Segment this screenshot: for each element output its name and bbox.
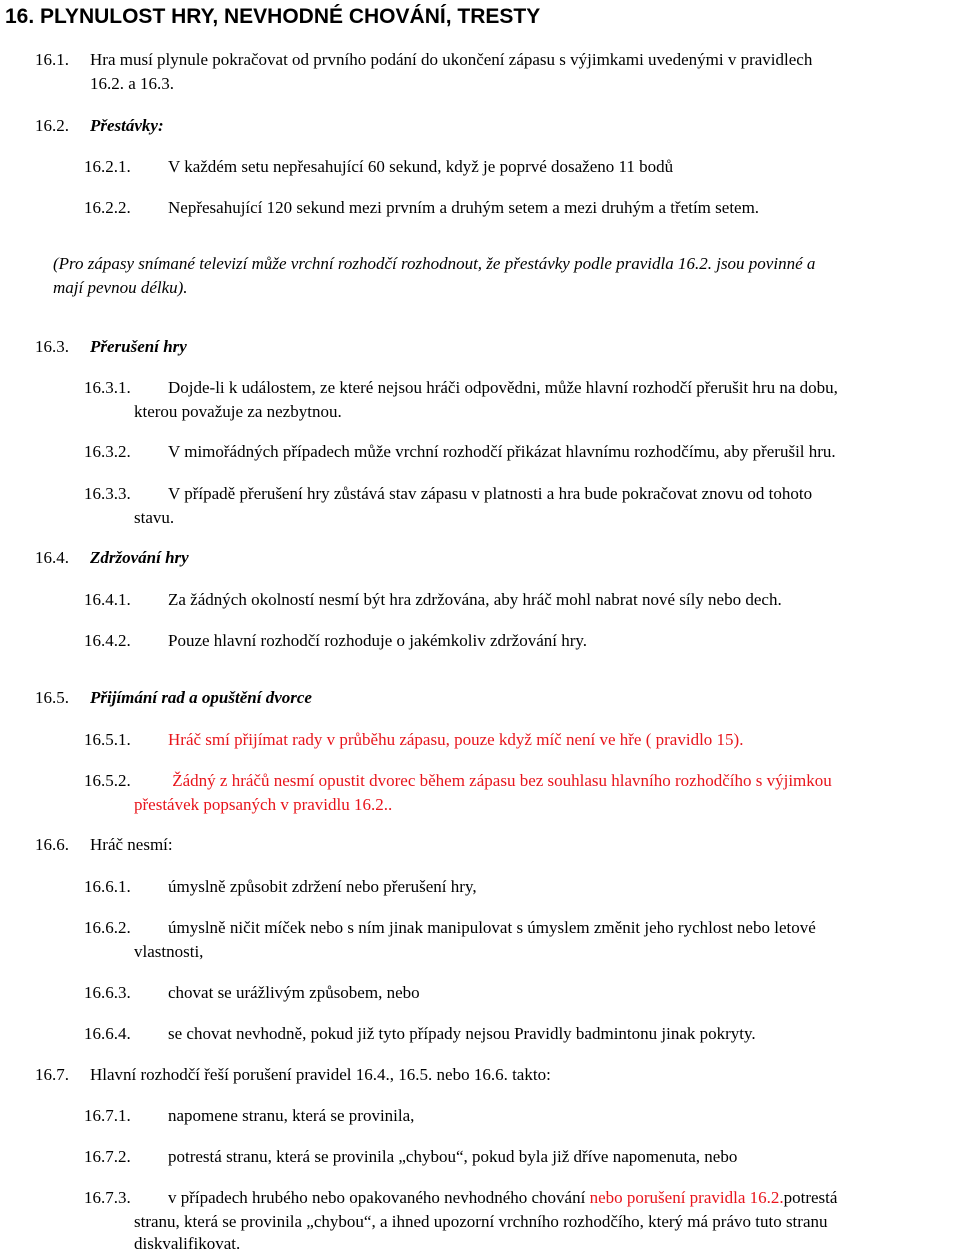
section-16-1-number: 16.1. xyxy=(35,50,69,69)
item-16-3-2-text: V mimořádných případech může vrchní rozhodčí přikázat hlavnímu rozhodčímu, aby přerušil hru. xyxy=(168,442,836,461)
section-16-6-number: 16.6. xyxy=(35,835,69,854)
item-16-7-3-text-a: v případech hrubého nebo opakovaného nevhodného chování xyxy=(168,1188,590,1207)
item-16-2-2-text: Nepřesahující 120 sekund mezi prvním a druhým setem a mezi druhým a třetím setem. xyxy=(168,198,760,217)
item-16-4-2-number: 16.4.2. xyxy=(84,631,131,650)
section-16-5-number: 16.5. xyxy=(35,688,69,707)
item-16-3-3-text-cont: stavu. xyxy=(134,508,175,527)
section-16-7-title: Hlavní rozhodčí řeší porušení pravidel 16.4., 16.5. nebo 16.6. takto: xyxy=(90,1065,551,1084)
item-16-6-4-text: se chovat nevhodně, pokud již tyto případy nejsou Pravidly badmintonu jinak pokryty. xyxy=(168,1024,756,1043)
item-16-4-1-number: 16.4.1. xyxy=(84,590,131,609)
item-16-5-1-number: 16.5.1. xyxy=(84,730,131,749)
section-16-7-number: 16.7. xyxy=(35,1065,69,1084)
section-16-5-title: Přijímání rad a opuštění dvorce xyxy=(90,688,312,707)
item-16-5-2-text-cont: přestávek popsaných v pravidlu 16.2.. xyxy=(134,795,393,814)
item-16-5-1-text: Hráč smí přijímat rady v průběhu zápasu, pouze když míč není ve hře ( pravidlo 15). xyxy=(168,730,744,749)
item-16-7-3-text-red: nebo porušení pravidla 16.2. xyxy=(589,1188,784,1207)
item-16-3-3-text: V případě přerušení hry zůstává stav zápasu v platnosti a hra bude pokračovat znovu od tohoto xyxy=(168,484,813,503)
item-16-4-2-text: Pouze hlavní rozhodčí rozhoduje o jakémkoliv zdržování hry. xyxy=(168,631,588,650)
item-16-7-3-text-cont: stranu, která se provinila „chybou“, a ihned upozorní vrchního rozhodčího, který má právo tuto stranu xyxy=(134,1212,828,1231)
item-16-2-1-number: 16.2.1. xyxy=(84,157,131,176)
section-16-1-text-cont: 16.2. a 16.3. xyxy=(90,74,175,93)
section-16-4-title: Zdržování hry xyxy=(90,548,189,567)
item-16-2-2-number: 16.2.2. xyxy=(84,198,131,217)
section-16-2-title: Přestávky: xyxy=(90,116,164,135)
item-16-3-1-text: Dojde-li k událostem, ze které nejsou hráči odpovědni, může hlavní rozhodčí přerušit hru na dobu, xyxy=(168,378,838,397)
item-16-6-1-number: 16.6.1. xyxy=(84,877,131,896)
section-16-4-number: 16.4. xyxy=(35,548,69,567)
item-16-7-3-number: 16.7.3. xyxy=(84,1188,131,1207)
item-16-7-2-text: potrestá stranu, která se provinila „chybou“, pokud byla již dříve napomenuta, nebo xyxy=(168,1147,738,1166)
item-16-7-3-text-cont2: diskvalifikovat. xyxy=(134,1234,241,1253)
section-16-3-number: 16.3. xyxy=(35,337,69,356)
item-16-6-2-number: 16.6.2. xyxy=(84,918,131,937)
item-16-7-1-number: 16.7.1. xyxy=(84,1106,131,1125)
item-16-7-2-number: 16.7.2. xyxy=(84,1147,131,1166)
item-16-5-2-text: Žádný z hráčů nesmí opustit dvorec během zápasu bez souhlasu hlavního rozhodčího s výjimkou xyxy=(168,771,832,790)
item-16-4-1-text: Za žádných okolností nesmí být hra zdržována, aby hráč mohl nabrat nové síly nebo dech. xyxy=(168,590,782,609)
item-16-6-2-text-cont: vlastnosti, xyxy=(134,942,204,961)
item-16-5-2-number: 16.5.2. xyxy=(84,771,131,790)
item-16-3-1-number: 16.3.1. xyxy=(84,378,131,397)
item-16-3-2-number: 16.3.2. xyxy=(84,442,131,461)
heading: 16. PLYNULOST HRY, NEVHODNÉ CHOVÁNÍ, TRESTY xyxy=(5,5,541,28)
item-16-2-1-text: V každém setu nepřesahující 60 sekund, když je poprvé dosaženo 11 bodů xyxy=(168,157,674,176)
item-16-3-1-text-cont: kterou považuje za nezbytnou. xyxy=(134,402,342,421)
item-16-6-4-number: 16.6.4. xyxy=(84,1024,131,1043)
item-16-3-3-number: 16.3.3. xyxy=(84,484,131,503)
section-16-3-title: Přerušení hry xyxy=(90,337,187,356)
note-line-1: (Pro zápasy snímané televizí může vrchní rozhodčí rozhodnout, že přestávky podle pravidla 16.2. jsou povinné a xyxy=(53,254,816,273)
note-line-2: mají pevnou délku). xyxy=(53,278,188,297)
item-16-6-1-text: úmyslně způsobit zdržení nebo přerušení hry, xyxy=(168,877,477,896)
item-16-6-3-text: chovat se urážlivým způsobem, nebo xyxy=(168,983,420,1002)
section-16-6-title: Hráč nesmí: xyxy=(90,835,173,854)
section-16-2-number: 16.2. xyxy=(35,116,69,135)
item-16-7-3-text xyxy=(168,1186,837,1210)
item-16-7-1-text: napomene stranu, která se provinila, xyxy=(168,1106,415,1125)
item-16-6-3-number: 16.6.3. xyxy=(84,983,131,1002)
item-16-6-2-text: úmyslně ničit míček nebo s ním jinak manipulovat s úmyslem změnit jeho rychlost nebo letové xyxy=(168,918,816,937)
section-16-1-text: Hra musí plynule pokračovat od prvního podání do ukončení zápasu s výjimkami uvedenými v pravidlech xyxy=(90,50,813,69)
item-16-7-3-text-b: potrestá xyxy=(783,1188,838,1207)
